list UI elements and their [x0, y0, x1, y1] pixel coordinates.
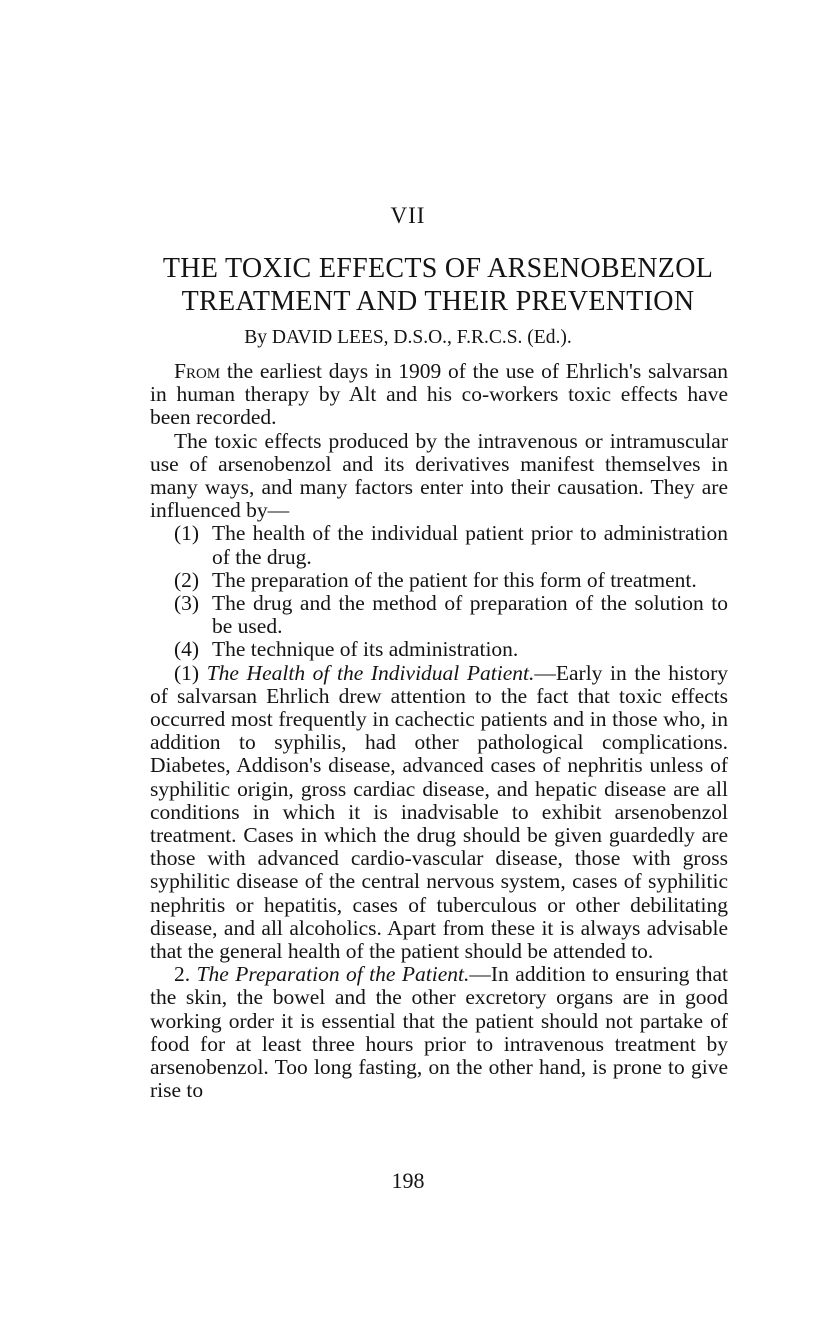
list-item — [150, 522, 728, 568]
drop-lead-word: From — [174, 359, 221, 383]
list-item-number: (1) — [174, 521, 200, 546]
list-item — [150, 569, 728, 592]
title-line-2: TREATMENT AND THEIR PREVENTION — [181, 286, 695, 317]
section-number: (1) — [174, 660, 207, 685]
article-title — [100, 252, 776, 318]
section-text: —Early in the history of salvarsan Ehrlich drew attention to the fact that toxic effects occurred most frequently in cachectic patients and in those who, in addition to syphilis, had other pathological complications. Diabetes, Addison's disease, advanced cases of nephritis unless of syphilitic origin, gross cardiac disease, and hepatic disease are all conditions in which it is inadvisable to exhibit arsenobenzol treatment. Cases in which the drug should be given guardedly are those with advanced cardio-vascular disease, those with gross syphilitic disease of the central nervous system, cases of syphilitic nephritis or hepatitis, cases of tuberculous or other debilitating disease, and all alcoholics. Apart from these it is always advisable that the general health of the patient should be attended to. — [150, 660, 728, 964]
section-heading: The Health of the Individual Patient. — [206, 660, 535, 685]
paragraph-causation: The toxic effects produced by the intravenous or intramuscular use of arsenobenzol and its derivatives manifest themselves in many ways, and many factors enter into their causation. They are influenced by— — [150, 428, 728, 523]
chapter-number: VII — [390, 203, 426, 228]
paragraph-intro — [150, 360, 728, 430]
list-item-number: (4) — [174, 637, 200, 662]
author-byline: By DAVID LEES, D.S.O., F.R.C.S. (Ed.). — [244, 327, 572, 348]
factor-list — [150, 522, 728, 661]
section-text: —In addition to ensuring that the skin, the bowel and the other excretory organs are in good working order it is essential that the patient should not partake of food for at least three hours prior to intravenous treatment by arsenobenzol. Too long fasting, on the other hand, is prone to give rise to — [150, 962, 728, 1103]
section-health-of-patient — [150, 662, 728, 964]
list-item-text: The health of the individual patient prior to administration of the drug. — [212, 521, 728, 569]
list-item-number: (3) — [174, 591, 200, 616]
list-item — [150, 638, 728, 661]
article-body — [150, 360, 728, 1103]
list-item — [150, 592, 728, 638]
list-item-text: The drug and the method of preparation of the solution to be used. — [212, 591, 728, 639]
page-number: 198 — [391, 1168, 425, 1193]
section-number: 2. — [174, 962, 197, 987]
title-line-1: THE TOXIC EFFECTS OF ARSENOBENZOL — [162, 253, 714, 284]
section-heading: The Preparation of the Patient. — [196, 962, 470, 987]
list-item-text: The preparation of the patient for this form of treatment. — [212, 567, 697, 592]
list-item-number: (2) — [174, 567, 200, 592]
list-item-text: The technique of its administration. — [212, 637, 519, 662]
section-preparation-of-patient — [150, 963, 728, 1102]
paragraph-intro-text: the earliest days in 1909 of the use of Ehrlich's salvarsan in human therapy by Alt and his co-workers toxic effects have been recorded. — [150, 359, 728, 430]
